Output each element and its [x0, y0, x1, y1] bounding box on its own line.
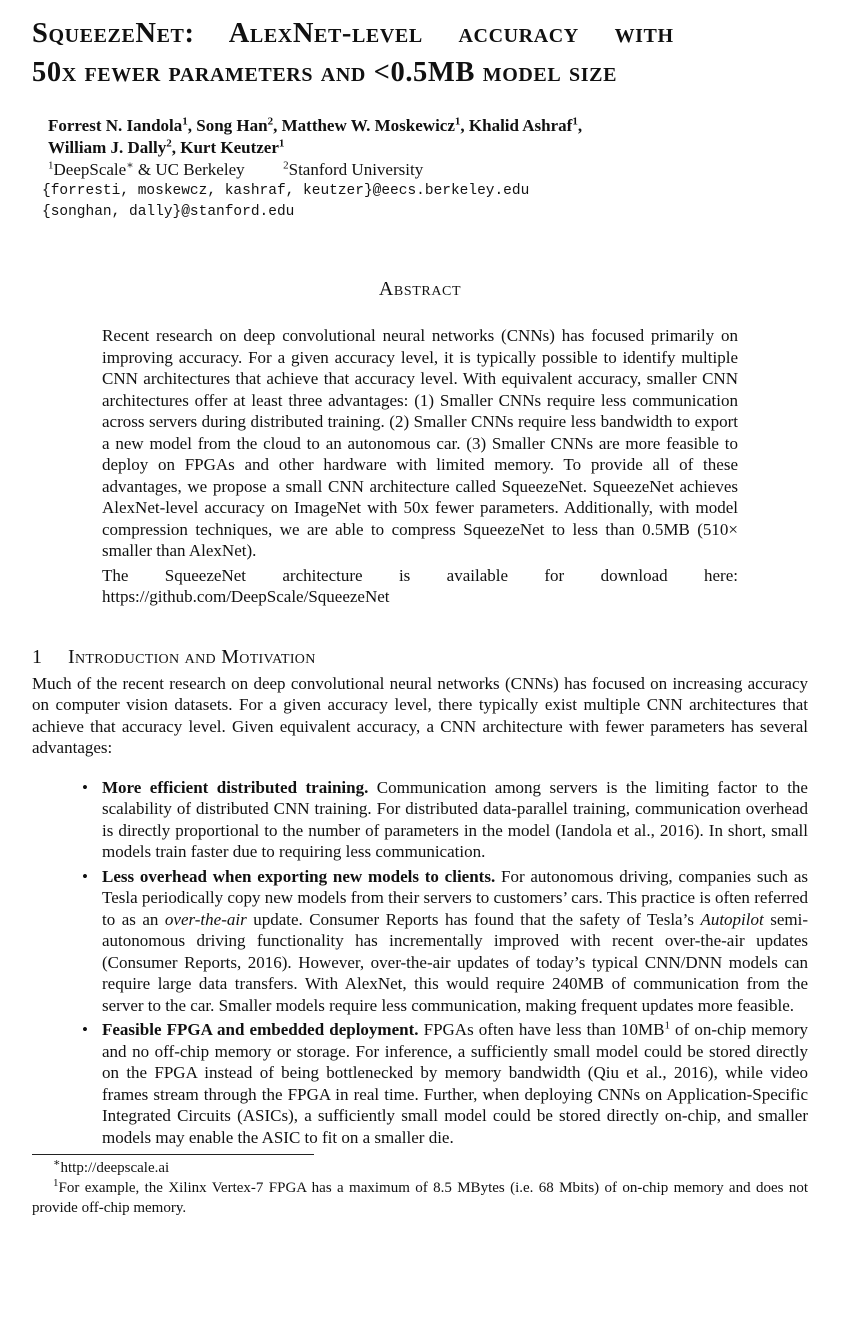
author-name: Khalid Ashraf	[468, 116, 573, 135]
author-affiliation-mark: 1	[182, 115, 188, 128]
bullet-text: of on-chip memory and no off-chip memory or storage. For inference, a sufficiently small model could be stored directly on the FPGA instead of being bottlenecked by memory bandwidth (Qiu et al., 2016), while video frames stream through the FPGA in real time. Further, when deploying CNNs on Application-Specific Integrated Circuits (ASICs), a sufficiently small model could be stored directly on-chip, and smaller models may enable the ASIC to fit on a smaller die.	[102, 1020, 808, 1147]
bullet-text: For autonomous driving, companies such as Tesla periodically copy new models from their servers to customers’ cars. This practice is often referred to as an	[102, 866, 808, 929]
paper-page	[32, 14, 808, 1218]
bullet-text: semi-autonomous driving functionality has incrementally improved with recent over-the-air updates (Consumer Reports, 2016). However, over-the-air updates of today’s typical CNN/DNN models can require large data transfers. With AlexNet, this would require 240MB of communication from the server to the car. Smaller models require less communication, making frequent updates more feasible.	[102, 909, 808, 1015]
bullet-lead: Feasible FPGA and embedded deployment.	[102, 1020, 419, 1039]
repository-link[interactable]: https://github.com/DeepScale/SqueezeNet	[102, 587, 390, 606]
author-affiliation-mark: 1	[572, 115, 578, 128]
list-item	[82, 777, 808, 863]
paper-title	[32, 14, 808, 92]
author-names-line-1: Forrest N. Iandola$^1$, Song Han$^2$, Matthew W. Moskewicz$^1$, Khalid Ashraf$^1$,	[48, 115, 583, 135]
bullet-emphasis: Autopilot	[700, 909, 764, 929]
bullet-lead: More efficient distributed training.	[102, 777, 369, 797]
title-line-2: 50x fewer parameters and <0.5MB model size	[32, 57, 618, 88]
section-number: 1	[32, 645, 43, 668]
footnote-marker: ∗	[126, 159, 134, 172]
footnote-1	[32, 1158, 808, 1178]
section-heading	[32, 646, 808, 669]
author-affiliation-mark: 1	[278, 137, 285, 150]
abstract-heading: Abstract	[378, 278, 462, 300]
author-name: Song Han	[196, 116, 268, 135]
author-names-line-2: William J. Dally$^2$, Kurt Keutzer$^1$	[48, 137, 285, 157]
email-line-2: {songhan, dally}@stanford.edu	[42, 204, 295, 220]
footnote-text[interactable]: http://deepscale.ai	[60, 1160, 170, 1176]
abstract-body: Recent research on deep convolutional neural networks (CNNs) has focused primarily on improving accuracy. For a given accuracy level, it is typically possible to identify multiple CNN architectures that achieve that accuracy level. With equivalent accuracy, smaller CNN architectures offer at least three advantages: (1) Smaller CNNs require less communication across servers during distributed training. (2) Smaller CNNs require less bandwidth to export a new model from the cloud to an autonomous car. (3) Smaller CNNs are more feasible to deploy on FPGAs and other hardware with limited memory. To provide all of these advantages, we propose a small CNN architecture called SqueezeNet. SqueezeNet achieves AlexNet-level accuracy on ImageNet with 50x fewer parameters. Additionally, with model compression techniques, we are able to compress SqueezeNet to less than 0.5MB (510× smaller than AlexNet).	[102, 326, 738, 560]
intro-paragraph: Much of the recent research on deep convolutional neural networks (CNNs) has focused on increasing accuracy on computer vision datasets. For a given accuracy level, there typically exist multiple CNN architectures that achieve that accuracy level. Given equivalent accuracy, a CNN architecture with fewer parameters has several advantages:	[32, 673, 808, 757]
footnote-reference[interactable]: 1	[664, 1019, 670, 1032]
author-name: Matthew W. Moskewicz	[281, 116, 455, 135]
author-affiliation-mark: 2	[267, 115, 274, 128]
bullet-icon: •	[82, 866, 88, 886]
footnote-marker: 1	[53, 1177, 59, 1189]
affiliation-number: 1	[48, 159, 54, 172]
bullet-emphasis: over-the-air	[164, 909, 247, 929]
bullet-text: Communication among servers is the limiting factor to the scalability of distributed CNN training. For distributed data-parallel training, communication overhead is directly proportional to the number of parameters in the model (Iandola et al., 2016). In short, small models train faster due to requiring less communication.	[102, 777, 808, 861]
author-affiliation-mark: 1	[454, 115, 461, 128]
list-item	[82, 866, 808, 1017]
author-name: Kurt Keutzer	[180, 138, 279, 157]
bullet-text: update. Consumer Reports has found that the safety of Tesla’s	[246, 909, 701, 929]
affiliation-name: DeepScale	[53, 160, 127, 179]
section-title: Introduction and Motivation	[68, 645, 316, 668]
author-block	[32, 115, 808, 181]
author-name: William J. Dally	[48, 138, 167, 157]
abstract	[102, 325, 738, 608]
author-affiliation-mark: 2	[166, 137, 172, 150]
footnote-divider	[32, 1154, 314, 1155]
bullet-text: FPGAs often have less than 10MB	[418, 1020, 665, 1039]
footnote-marker: ∗	[53, 1157, 61, 1169]
section-intro	[32, 673, 808, 759]
abstract-availability: The SqueezeNet architecture is available for download here:	[102, 565, 738, 585]
email-line-1: {forresti, moskewcz, kashraf, keutzer}@eecs.berkeley.edu	[42, 183, 530, 199]
advantages-list	[82, 777, 808, 1149]
bullet-icon: •	[82, 1020, 88, 1039]
affiliation-number: 2	[283, 159, 289, 172]
title-line-1: SqueezeNet: AlexNet-level accuracy with	[32, 18, 674, 49]
bullet-icon: •	[82, 777, 88, 797]
affiliation-name: Stanford University	[288, 160, 424, 179]
affiliations	[48, 159, 808, 181]
footnote-text: For example, the Xilinx Vertex-7 FPGA has a maximum of 8.5 MBytes (i.e. 68 Mbits) of on-chip memory and does not provide off-chip memory.	[32, 1180, 808, 1216]
author-name: Forrest N. Iandola	[48, 116, 183, 135]
list-item	[82, 1019, 808, 1148]
bullet-lead: Less overhead when exporting new models to clients.	[102, 866, 496, 886]
footnote-2	[32, 1178, 808, 1218]
affiliation-name-rest: & UC Berkeley	[133, 160, 245, 179]
